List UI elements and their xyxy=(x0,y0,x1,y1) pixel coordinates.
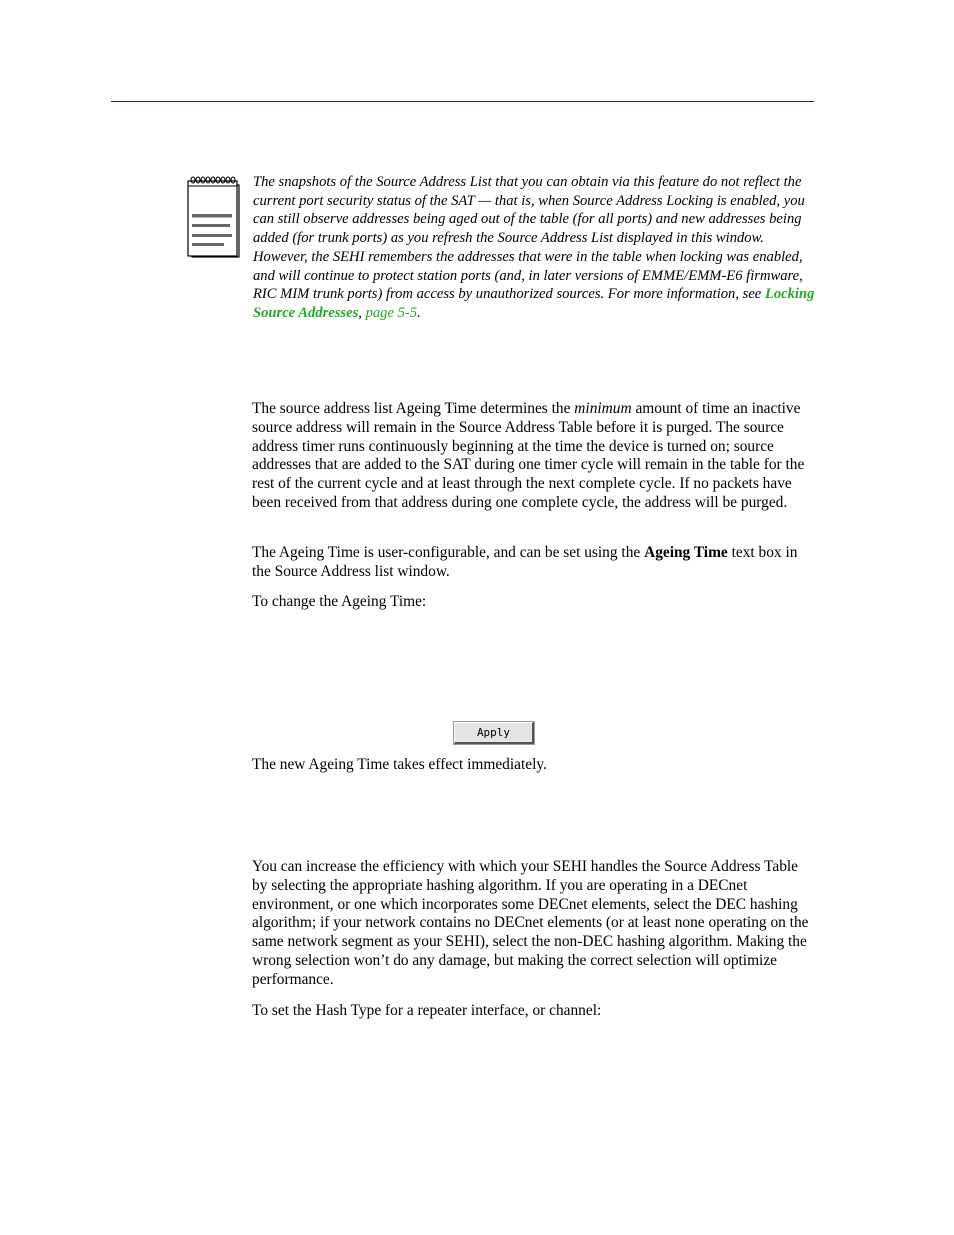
header-rule xyxy=(111,101,814,102)
hash-instruction: To set the Hash Type for a repeater interface, or channel: xyxy=(252,1002,602,1019)
ageing-effect-note: The new Ageing Time takes effect immediately. xyxy=(252,756,547,773)
ageing-config-paragraph: The Ageing Time is user-configurable, and can be set using the Ageing Time text box in the Source Address list window. xyxy=(252,544,798,580)
apply-button[interactable]: Apply xyxy=(454,722,534,744)
locking-source-addresses-link[interactable]: Locking Source Addresses xyxy=(253,286,815,321)
note-text: The snapshots of the Source Address List that you can obtain via this feature do not reflect the current port security status of the SAT — that is, when Source Address Locking is enabled, you can still observe addresses being aged out of the table (for all ports) and new addresses being added (for trunk ports) as you refresh the Source Address List displayed in this window. However, the SEHI remembers the addresses that were in the table when locking was enabled, and will continue to protect station ports (and, in later versions of EMME/EMM-E6 firmware, RIC MIM trunk ports) from access by unauthorized sources. For more information, see Locking Source Addresses, page 5-5. xyxy=(253,174,815,321)
page-5-5-link[interactable]: page 5-5 xyxy=(365,304,418,321)
ageing-description: The source address list Ageing Time determines the minimum amount of time an inactive source address will remain in the Source Address Table before it is purged. The source address timer runs continuously beginning at the time the device is turned on; source addresses that are added to the SAT during one timer cycle will remain in the table for the rest of the current cycle and at least through the next complete cycle. If no packets have been received from that address during one complete cycle, the address will be purged. xyxy=(252,400,805,511)
hash-description: You can increase the efficiency with which your SEHI handles the Source Address Table by selecting the appropriate hashing algorithm. If you are operating in a DECnet environment, or one which incorporates some DECnet elements, select the DEC hashing algorithm; if your network contains no DECnet elements (or at least none operating on the same network segment as your SEHI), select the non-DEC hashing algorithm. Making the wrong selection won’t do any damage, but making the correct selection will optimize performance. xyxy=(252,858,809,988)
note-icon xyxy=(187,176,241,258)
ageing-instruction: To change the Ageing Time: xyxy=(252,593,427,610)
